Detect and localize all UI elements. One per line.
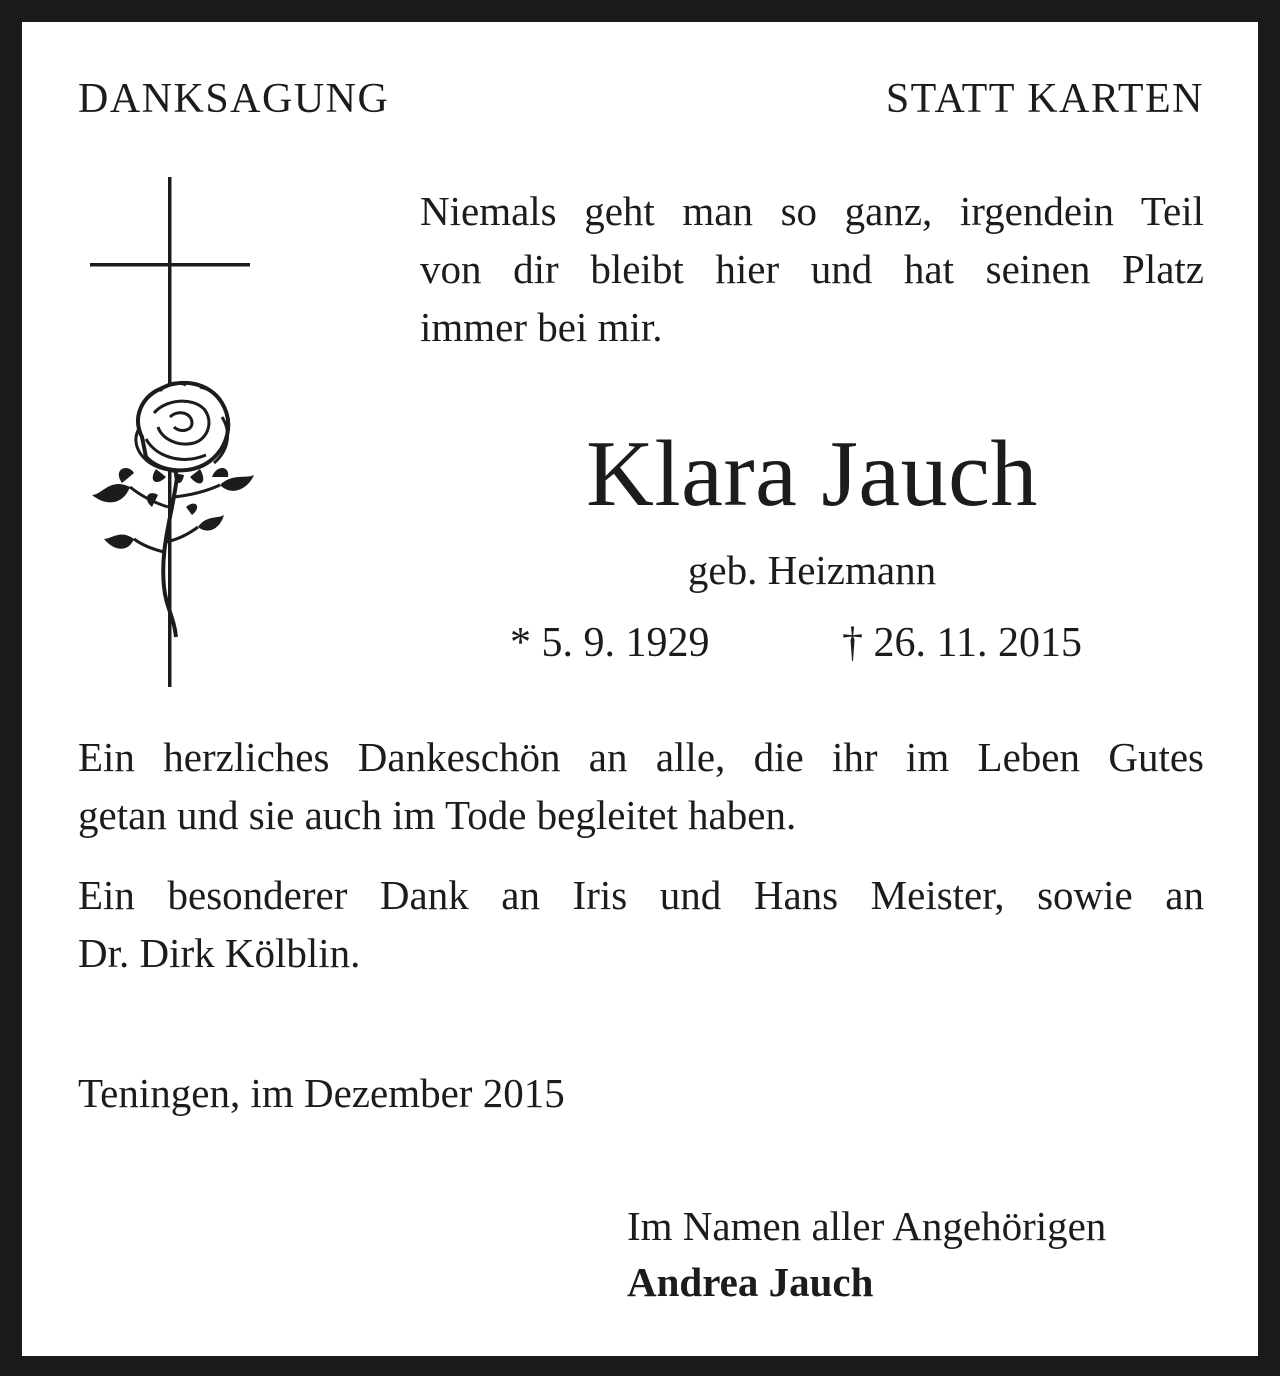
quote-line: von dir bleibt hier und hat seinen Platz xyxy=(420,246,1204,292)
paragraph-line: Ein herzliches Dankeschön an alle, die ihr im Leben Gutes xyxy=(78,734,1204,780)
thanks-paragraph xyxy=(78,728,1204,844)
paragraph-line: Ein besonderer Dank an Iris und Hans Meister, sowie an xyxy=(78,872,1204,918)
birth-date: * 5. 9. 1929 xyxy=(510,620,710,666)
paragraph-line: getan und sie auch im Tode begleitet haben. xyxy=(78,792,797,838)
death-date: † 26. 11. 2015 xyxy=(842,620,1082,666)
header-danksagung: DANKSAGUNG xyxy=(78,76,390,122)
place-and-date: Teningen, im Dezember 2015 xyxy=(78,1070,565,1116)
obituary-notice xyxy=(22,22,1258,1356)
paragraph-line: Dr. Dirk Kölblin. xyxy=(78,930,361,976)
special-thanks-paragraph xyxy=(78,866,1204,982)
quote-line: immer bei mir. xyxy=(420,304,663,350)
deceased-name: Klara Jauch xyxy=(586,422,1038,526)
memorial-quote xyxy=(420,182,1204,356)
header-statt-karten: STATT KARTEN xyxy=(885,76,1204,122)
signer-name: Andrea Jauch xyxy=(627,1259,874,1305)
quote-line: Niemals geht man so ganz, irgendein Teil xyxy=(420,188,1204,234)
maiden-name: geb. Heizmann xyxy=(687,547,937,593)
closing-line: Im Namen aller Angehörigen xyxy=(627,1203,1107,1249)
cross-with-rose-icon xyxy=(82,177,262,697)
